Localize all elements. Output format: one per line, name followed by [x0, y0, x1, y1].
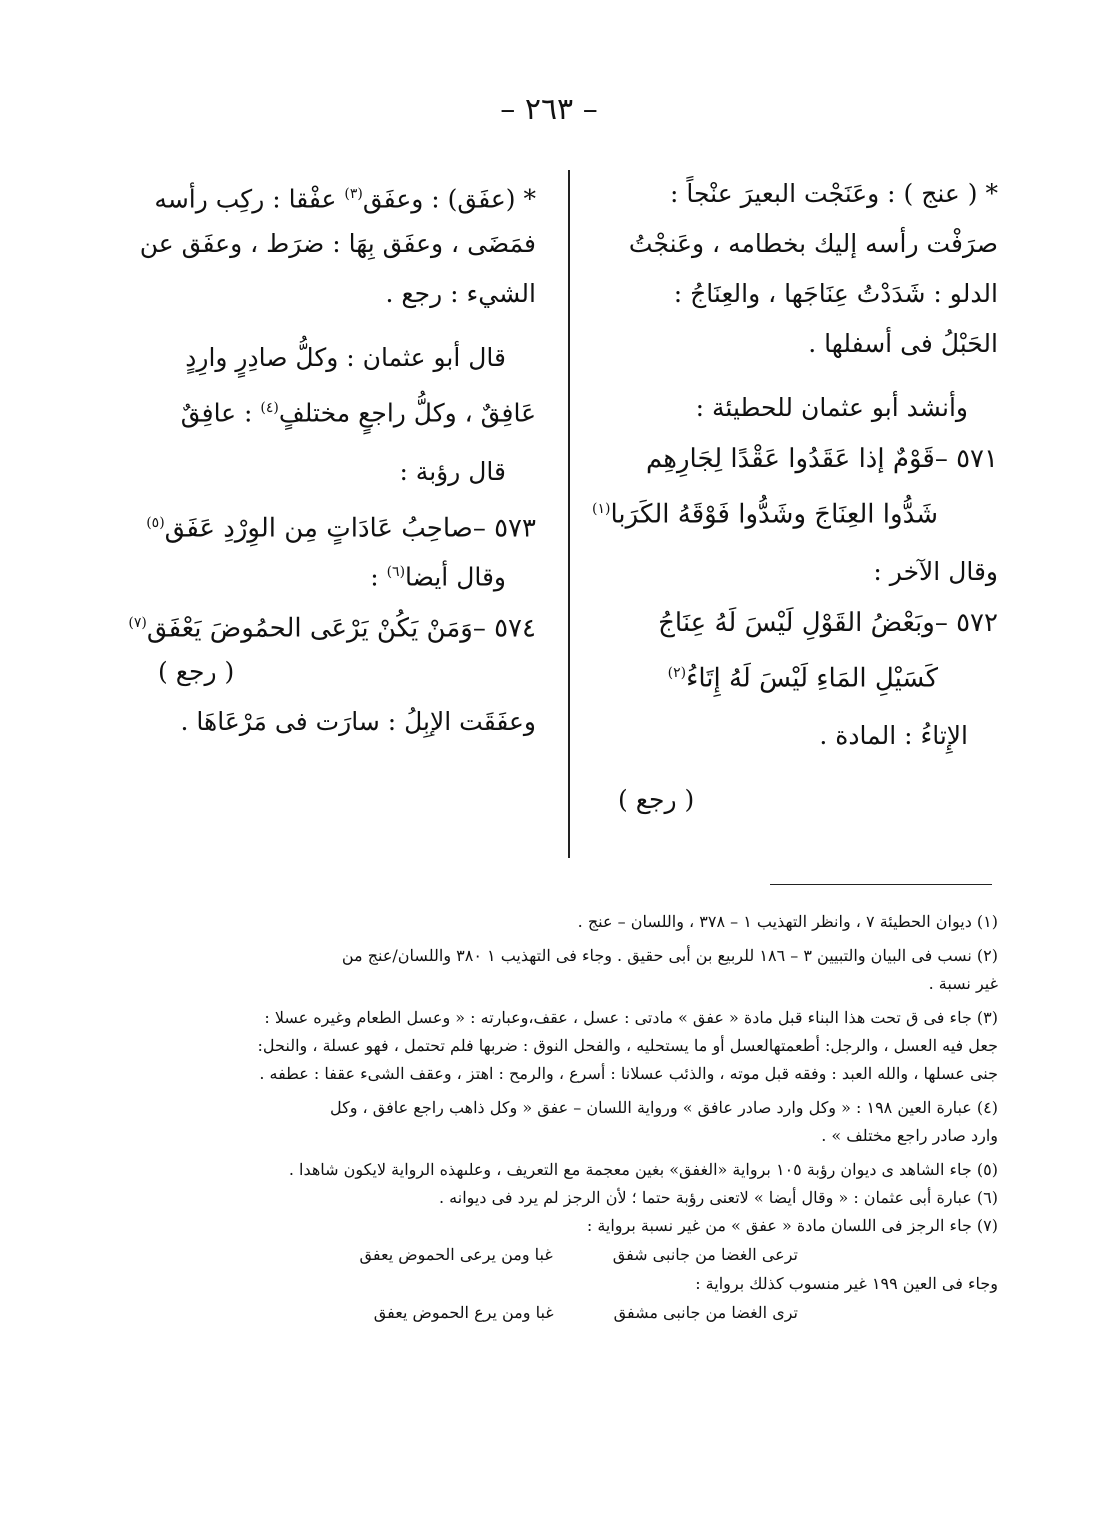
page-number: – ٢٦٣ –	[500, 92, 598, 127]
footnote-7-cont: وجاء فى العين ١٩٩ غير منسوب كذلك برواية :	[695, 1274, 998, 1293]
verse-intro: وقال الآخر :	[873, 557, 998, 586]
entry-line: صرَفْت رأسه إليك بخطامه ، وعَنجْتُ	[628, 229, 998, 258]
verse-574	[128, 604, 536, 654]
verse-573	[148, 504, 536, 554]
entry-line: فمَضَى ، وعفَق بِهَا : ضرَط ، وعفَق عن	[139, 229, 536, 258]
entry-line: وعفَقَت الإبِلُ : سارَت فى مَرْعَاهَا .	[180, 707, 536, 736]
footnote-6: (٦) عبارة أبى عثمان : « وقال أيضا » لاتعنى رؤبة حتما ؛ لأن الرجز لم يرد فى ديوانه .	[439, 1188, 998, 1207]
verse-572-first-hemistich: ٥٧٢ –وبَعْضُ القَوْلِ لَيْسَ لَهُ عِنَاجُ	[658, 608, 998, 638]
footnote-3-cont: جعل فيه العسل ، والرجل: أطعمتهالعسل أو ما يستحليه ، والفحل النوق : ضربها فلم تحتمل ، فهو عسلة ، والنحل:	[257, 1036, 998, 1055]
verse-intro: قال رؤبة :	[399, 457, 506, 486]
poem-line-2	[98, 1298, 998, 1328]
footnote-3: (٣) جاء فى ق تحت هذا البناء قبل مادة « عفق » مادتى : عسل ، عقف،وعبارته : « وعسل الطعام وغيره عسلا :	[264, 1008, 998, 1027]
right-column	[578, 176, 998, 866]
entry-line: الدلو : شَدَدْتُ عِنَاجَها ، والعِنَاجُ :	[673, 279, 998, 308]
footnote-2-cont: غير نسبة .	[928, 974, 998, 993]
entry-line	[148, 176, 536, 226]
footnote-2: (٢) نسب فى البيان والتبيين ٣ – ١٨٦ للربيع بن أبى حقيق . وجاء فى التهذيب ١ ٣٨٠ واللسان/عنج من	[341, 946, 998, 965]
verse-text: ٥٧٣ –صاحِبُ عَادَاتٍ مِن الوِرْدِ عَفَق	[164, 513, 536, 544]
cross-reference: ( رجع )	[618, 785, 695, 814]
definition: الإِتاءُ : المادة .	[819, 721, 968, 750]
poem-hemistich: ترى الغضا من جانبى مشفق	[613, 1303, 798, 1322]
poem-line-1	[98, 1240, 998, 1270]
verse-text: شَدُّوا العِنَاجَ وشَدُّوا فَوْقَهُ الكَرَبا	[610, 499, 938, 530]
quote-text: عَافِقٌ ، وكلُّ راجعٍ مختلفٍ	[278, 398, 536, 428]
quote-line	[148, 390, 536, 440]
poem-hemistich: غبا ومن يرع الحموض يعفق	[373, 1303, 554, 1322]
footnote-4-cont: وارد صادر راجع مختلف » .	[821, 1126, 998, 1145]
poem-hemistich: ترعى الغضا من جانبى شفق	[612, 1245, 798, 1264]
poem-hemistich: غبا ومن يرعى الحموض يعفق	[359, 1245, 553, 1264]
verse-text: ٥٧٤ –وَمَنْ يَكُنْ يَرْعَى الحمُوضَ يَعْفَق	[146, 613, 536, 644]
intro-text: :	[370, 562, 387, 592]
quote-text: : عافِقٌ	[180, 398, 261, 428]
footnote-3-cont: جنى عسلها ، والله العبد : وفقه قبل موته ، والذئب عسلانا : أسرع ، والرمح : اهتز ، وعقف الشىء عقفا : عطفه .	[259, 1064, 998, 1083]
footnote-ref: (٣)	[344, 186, 363, 202]
footnote-ref: (٢)	[667, 665, 687, 681]
footnotes	[98, 908, 998, 1328]
footnote-ref: (٧)	[128, 615, 147, 631]
entry-line: * ( عنج ) : وعَنَجْت البعيرَ عنْجاً :	[670, 179, 998, 208]
quote-line: قال أبو عثمان : وكلُّ صادِرٍ وارِدٍ	[185, 343, 506, 372]
verse-intro: وأنشد أبو عثمان للحطيئة :	[695, 393, 968, 422]
verse-572-second-hemistich	[578, 654, 998, 704]
footnote-rule	[770, 884, 992, 885]
footnote-ref: (٦)	[386, 564, 406, 580]
entry-line: الشيء : رجع .	[385, 279, 536, 308]
footnote-ref: (٥)	[146, 515, 165, 531]
left-column	[128, 176, 536, 866]
entry-line: الحَبْلُ فى أسفلها .	[808, 329, 998, 358]
verse-intro	[148, 554, 536, 604]
intro-text: وقال أيضا	[405, 562, 506, 592]
verse-571-first-hemistich: ٥٧١ –قَوْمٌ إذا عَقَدُوا عَقْدًا لِجَارِهِم	[645, 444, 998, 474]
footnote-ref: (٤)	[260, 400, 279, 416]
footnote-7: (٧) جاء الرجز فى اللسان مادة « عفق » من غير نسبة برواية :	[586, 1216, 998, 1235]
cross-reference: ( رجع )	[158, 657, 235, 686]
footnote-5: (٥) جاء الشاهد ى ديوان رؤبة ١٠٥ برواية «الغفق» بغين معجمة مع التعريف ، وعلىهذه الرواية لايكون شاهدا .	[288, 1160, 998, 1179]
footnote-4: (٤) عبارة العين ١٩٨ : « وكل وارد صادر عافق » ورواية اللسان – عفق « وكل ذاهب راجع عافق ، وكل	[330, 1098, 998, 1117]
footnote-ref: (١)	[592, 501, 611, 517]
verse-text: كَسَيْلِ المَاءِ لَيْسَ لَهُ إِتَاءُ	[686, 663, 938, 694]
entry-text: * (عفَق) : وعفَق	[362, 184, 536, 214]
entry-text: عفْقا : ركِب رأسه	[154, 184, 345, 214]
footnote-1: (١) ديوان الحطيئة ٧ ، وانظر التهذيب ١ – ٣٧٨ ، واللسان – عنج .	[577, 912, 998, 931]
column-divider	[568, 170, 570, 858]
verse-571-second-hemistich	[578, 490, 998, 540]
